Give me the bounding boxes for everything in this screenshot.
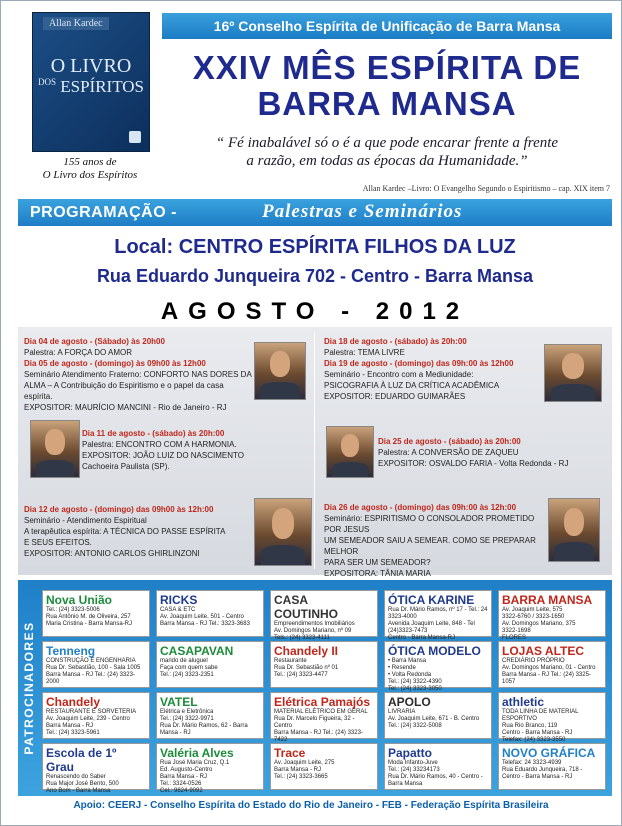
event-block-4 <box>324 336 544 402</box>
event-text: EXPOSITORA: TÂNIA MARIA <box>324 569 431 578</box>
event-date: Dia 05 de agosto - (domingo) às 09h00 às 12h00 <box>24 359 206 368</box>
sponsor-ad <box>156 692 264 739</box>
event-text: Palestra: TEMA LIVRE <box>324 348 405 357</box>
event-text: Seminário - Encontro com a Mediunidade: <box>324 370 474 379</box>
sponsor-name: Papatto <box>388 746 433 760</box>
sponsor-ad <box>384 692 492 739</box>
sponsor-name: LOJAS ALTEC <box>502 644 585 658</box>
sponsor-ad <box>42 641 150 688</box>
sponsor-detail: Ed. Augusto-Centro <box>160 767 213 773</box>
event-text: EXPOSITOR: EDUARDO GUIMARÃES <box>324 392 466 401</box>
speaker-photo-1 <box>254 342 306 400</box>
sponsor-detail: Rua Dr. Sebastião nº 01 <box>274 665 339 671</box>
sponsor-detail: Barra Mansa - RJ Tel.: (24) 3323-7422 <box>274 730 363 743</box>
sponsor-detail: • Resende <box>388 665 416 671</box>
event-text: EXPOSITOR: JOÃO LUIZ DO NASCIMENTO <box>82 451 244 460</box>
event-text: E SEUS EFEITOS. <box>24 538 92 547</box>
venue-address: Rua Eduardo Junqueira 702 - Centro - Barra Mansa <box>96 266 534 286</box>
sponsor-ad <box>42 590 150 637</box>
sponsor-ad <box>270 743 378 790</box>
sponsor-ad <box>270 641 378 688</box>
book-title-line1: O LIVRO <box>50 55 132 77</box>
sponsor-detail: 3322-6760 / 3323-1650 <box>502 614 565 620</box>
program-subtitle: Palestras e Seminários <box>262 201 463 222</box>
sponsor-detail: Barra Mansa - RJ Tel.: 3323-3683 <box>160 621 250 627</box>
sponsor-detail: Tel.: (24) 3323-5006 <box>46 607 100 613</box>
event-text: EXPOSITOR: ANTONIO CARLOS GHIRLINZONI <box>24 549 200 558</box>
sponsor-detail: Av. Joaquim Leite, 575 <box>502 607 563 613</box>
sponsor-detail: Tel.: (24) 3322-5008 <box>388 723 442 729</box>
sponsor-name: athletic <box>502 695 545 709</box>
sponsor-name: Trace <box>274 746 306 760</box>
sponsor-detail: Rua Major José Bento, 500 <box>46 781 119 787</box>
event-text: A terapêutica espírita: A TÉCNICA DO PASSE ESPÍRITA <box>24 527 226 536</box>
sponsor-detail: CREDIÁRIO PRÓPRIO <box>502 658 565 664</box>
sponsor-detail: Av. Joaquim Leite, 671 - B. Centro <box>388 716 480 722</box>
sponsor-detail: FLORES <box>502 635 527 641</box>
sponsor-ad <box>270 590 378 641</box>
sponsor-name: APOLO <box>388 695 431 709</box>
book-title-word: ESPÍRITOS <box>60 77 145 96</box>
main-title-line2: BARRA MANSA <box>257 85 517 122</box>
publisher-logo-icon <box>129 131 141 143</box>
event-date: Dia 18 de agosto - (sábado) às 20h:00 <box>324 337 467 346</box>
event-text: UM SEMEADOR SAIU A SEMEAR. COMO SE PREPARAR MELHOR <box>324 536 536 556</box>
venue-name: CENTRO ESPÍRITA FILHOS DA LUZ <box>178 236 516 258</box>
sponsor-ad <box>384 590 492 641</box>
sponsor-name: Chandely II <box>274 644 339 658</box>
sponsor-detail: Tels.: (24) 3323-4111 <box>274 635 330 641</box>
event-date: Dia 04 de agosto - (Sábado) às 20h00 <box>24 337 165 346</box>
sponsor-detail: Cel.: 9824-9092 <box>160 788 203 794</box>
sponsor-detail: Tel.: (24) 3323-2351 <box>160 672 214 678</box>
event-text: EXPOSITOR: MAURÍCIO MANCINI - Rio de Janeiro - RJ <box>24 403 227 412</box>
sponsor-detail: TODA LINHA DE MATERIAL ESPORTIVO <box>502 709 579 722</box>
sponsor-ad <box>498 692 606 743</box>
footer-support: Apoio: CEERJ - Conselho Espírita do Estado do Rio de Janeiro - FEB - Federação Espírita Brasileira <box>73 800 549 811</box>
sponsors-label <box>20 582 38 794</box>
event-date: Dia 12 de agosto - (domingo) das 09h00 às 12h:00 <box>24 505 214 514</box>
sponsor-detail: RESTAURANTE E SORVETERIA <box>46 709 137 715</box>
event-text: Palestra: A CONVERSÃO DE ZAQUEU <box>378 448 519 457</box>
sponsor-name: Escola de 1º Grau <box>46 746 117 774</box>
main-title <box>162 50 612 122</box>
sponsor-detail: CASA & ETC <box>160 607 196 613</box>
sponsor-name: ÓTICA MODELO <box>388 644 481 658</box>
sponsor-name: RICKS <box>160 593 198 607</box>
sponsor-detail: Barra Mansa - RJ Tel.: (24) 3323-2000 <box>46 672 135 685</box>
book-title-small: DOS <box>37 77 56 87</box>
event-text: ALMA – A Contribuição do Espiritismo e o papel da casa espírita. <box>24 381 224 401</box>
sponsor-name: Nova União <box>46 593 113 607</box>
quote-line1: “ Fé inabalável só o é a que pode encarar frente a frente <box>215 135 559 151</box>
sponsor-detail: Maria Cristina - Barra Mansa-RJ <box>46 621 133 627</box>
event-block-3 <box>24 504 252 559</box>
sponsor-detail: Rua Eduardo Junqueira, 718 - Centro - Barra Mansa - RJ <box>502 767 583 780</box>
sponsor-name: VATEL <box>160 695 198 709</box>
sponsor-name: Valéria Alves <box>160 746 234 760</box>
sponsor-ad <box>270 692 378 743</box>
sponsor-detail: Telefax: (24) 3323-3550 <box>502 737 566 743</box>
program-label: PROGRAMAÇÃO - <box>30 204 177 221</box>
sponsor-detail: Ano Bom - Barra Mansa <box>46 788 111 794</box>
sponsor-name: CASAPAVAN <box>160 644 234 658</box>
sponsor-name: Tenneng <box>46 644 96 658</box>
event-block-1 <box>24 336 252 413</box>
sponsor-ad <box>384 641 492 692</box>
sponsor-detail: Empreendimentos Imobiliários <box>274 621 355 627</box>
sponsor-detail: MATERIAL ELÉTRICO EM GERAL <box>274 709 368 715</box>
sponsor-detail: • Barra Mansa <box>388 658 427 664</box>
sponsor-detail: LIVRARIA <box>388 709 416 715</box>
sponsor-ad <box>42 692 150 739</box>
sponsor-detail: Faça com quem sabe <box>160 665 218 671</box>
sponsor-detail: Telefax: 24 3323-4939 <box>502 760 562 766</box>
sponsor-detail: Av. Domingos Mariano, 01 - Centro <box>502 665 596 671</box>
sponsor-detail: Barra Mansa - RJ <box>274 767 322 773</box>
sponsor-ad <box>498 743 606 790</box>
speaker-photo-2 <box>30 420 80 478</box>
main-title-line1: XXIV MÊS ESPÍRITA DE <box>192 49 582 86</box>
sponsor-detail: Barra Mansa - RJ Tel.: (24) 3325-1057 <box>502 672 591 685</box>
event-date: Dia 26 de agosto - (domingo) das 09h:00 às 12h:00 <box>324 503 517 512</box>
sponsor-name: ÓTICA KARINE <box>388 593 475 607</box>
sponsor-detail: Rua Antônio M. de Oliveira, 257 <box>46 614 131 620</box>
sponsor-detail: Tel.: (24) 33234173 <box>388 767 440 773</box>
sponsor-detail: Tel.: (24) 3323-3665 <box>274 774 328 780</box>
book-cover-image <box>32 12 150 152</box>
sponsor-detail: Elétrica e Eletrônica <box>160 709 214 715</box>
sponsor-detail: Rua Rio Branco, 119 <box>502 723 558 729</box>
venue-prefix: Local: <box>114 236 174 258</box>
sponsor-detail: Centro - Barra Mansa - RJ <box>502 730 573 736</box>
event-text: Cachoeira Paulista (SP). <box>82 462 170 471</box>
month-heading: AGOSTO - 2012 <box>160 298 470 325</box>
quote <box>162 134 612 170</box>
book-title-line2 <box>33 77 149 97</box>
sponsor-detail: Barra Mansa - RJ <box>46 723 94 729</box>
book-caption-line2: O Livro dos Espíritos <box>42 169 138 181</box>
sponsor-detail: 3322-1698 <box>502 628 531 634</box>
sponsor-detail: Av. Joaquim Leite, 501 - Centro <box>160 614 244 620</box>
sponsor-detail: Tel.: (24) 3323-5961 <box>46 730 100 736</box>
quote-source: Allan Kardec –Livro: O Evangelho Segundo o Espiritismo – cap. XIX item 7 <box>362 184 610 193</box>
event-text: PARA SER UM SEMEADOR? <box>324 558 431 567</box>
event-text: Palestra: ENCONTRO COM A HARMONIA. <box>82 440 237 449</box>
event-text: Seminário - Atendimento Espiritual <box>24 516 147 525</box>
sponsor-detail: Rua Dr. Sebastião, 100 - Sala 1005 <box>46 665 141 671</box>
sponsor-ad <box>498 641 606 688</box>
book-caption <box>30 156 150 182</box>
sponsor-detail: Rua Dr. Mário Ramos, 40 - Centro - Barra Mansa <box>388 774 483 787</box>
event-block-2 <box>82 428 310 472</box>
book-caption-line1: 155 anos de <box>63 156 117 168</box>
sponsor-ad <box>498 590 606 641</box>
book-author: Allan Kardec <box>43 17 109 30</box>
event-block-5 <box>378 436 604 469</box>
sponsor-detail: Rua Dr. Mário Ramos, 62 - Barra Mansa - RJ <box>160 723 248 736</box>
sponsors-label-text: PATROCINADORES <box>22 621 36 755</box>
sponsor-detail: Tel.: (24) 3322-9971 <box>160 716 214 722</box>
sponsor-ad <box>384 743 492 790</box>
event-text: EXPOSITOR: OSVALDO FARIA - Volta Redonda - RJ <box>378 459 569 468</box>
sponsor-detail: • Volta Redonda <box>388 672 432 678</box>
speaker-photo-4 <box>544 344 602 402</box>
sponsor-ad <box>42 743 150 794</box>
sponsor-detail: Tel.: (24) 3323-4477 <box>274 672 328 678</box>
event-text: Seminário: ESPIRITISMO O CONSOLADOR PROMETIDO POR JESUS <box>324 514 535 534</box>
event-text: PSICOGRAFIA À LUZ DA CRÍTICA ACADÊMICA <box>324 381 500 390</box>
sponsor-detail: Av. Domingos Mariano, 375 <box>502 621 576 627</box>
sponsor-detail: Moda Infanto-Juve <box>388 760 438 766</box>
sponsor-detail: Tel.: (24) 3323-3050 <box>388 686 442 692</box>
sponsor-detail: Av. Joaquim Leite, 275 <box>274 760 335 766</box>
sponsor-name: Elétrica Pamajós <box>274 695 371 709</box>
events-divider <box>314 333 315 569</box>
event-date: Dia 25 de agosto - (sábado) às 20h:00 <box>378 437 521 446</box>
sponsor-ad <box>156 590 264 637</box>
sponsor-detail: Rua Dr. Marcelo Figueira, 32 - Centro <box>274 716 355 729</box>
sponsor-detail: marido de aluguel <box>160 658 208 664</box>
sponsor-detail: Av. Domingos Mariano, nº 09 <box>274 628 352 634</box>
sponsor-detail: Rua Dr. Mário Ramos, nº 17 - Tel.: 24 3323-4000 <box>388 607 488 620</box>
sponsor-detail: Rua José Maria Cruz, Q.1 <box>160 760 230 766</box>
sponsor-detail: Centro - Barra Mansa-RJ <box>388 635 456 641</box>
sponsor-detail: Av. Joaquim Leite, 239 - Centro <box>46 716 130 722</box>
sponsor-name: Chandely <box>46 695 101 709</box>
sponsor-name: NOVO GRÁFICA <box>502 746 596 760</box>
event-text: Palestra: A FORÇA DO AMOR <box>24 348 133 357</box>
event-block-6 <box>324 502 546 579</box>
quote-line2: a razão, em todas as épocas da Humanidade.” <box>246 153 528 169</box>
sponsor-detail: Tel.: 3324-0526 <box>160 781 202 787</box>
sponsor-name: BARRA MANSA <box>502 593 593 607</box>
sponsor-detail: Restaurante <box>274 658 307 664</box>
sponsor-detail: Renascendo do Saber <box>46 774 106 780</box>
speaker-photo-6 <box>548 498 600 562</box>
council-banner: 16º Conselho Espírita de Unificação de Barra Mansa <box>162 13 612 39</box>
sponsor-ad <box>156 743 264 794</box>
sponsor-ad <box>156 641 264 688</box>
venue-line <box>18 236 612 259</box>
sponsor-detail: CONSTRUÇÃO E ENGENHARIA <box>46 658 136 664</box>
sponsor-detail: Avenida Joaquim Leite, 848 - Tel (24)3323-7473 <box>388 621 475 634</box>
event-date: Dia 11 de agosto - (sábado) às 20h:00 <box>82 429 225 438</box>
sponsor-detail: Barra Mansa - RJ <box>160 774 208 780</box>
sponsor-name: CASA COUTINHO <box>274 593 338 621</box>
speaker-photo-5 <box>326 426 374 478</box>
event-date: Dia 19 de agosto - (domingo) das 09h:00 às 12h00 <box>324 359 514 368</box>
speaker-photo-3 <box>254 498 312 566</box>
event-text: Seminário Atendimento Fraterno: CONFORTO NAS DORES DA <box>24 370 252 379</box>
sponsor-detail: Tel.: (24) 3322-4390 <box>388 679 442 685</box>
